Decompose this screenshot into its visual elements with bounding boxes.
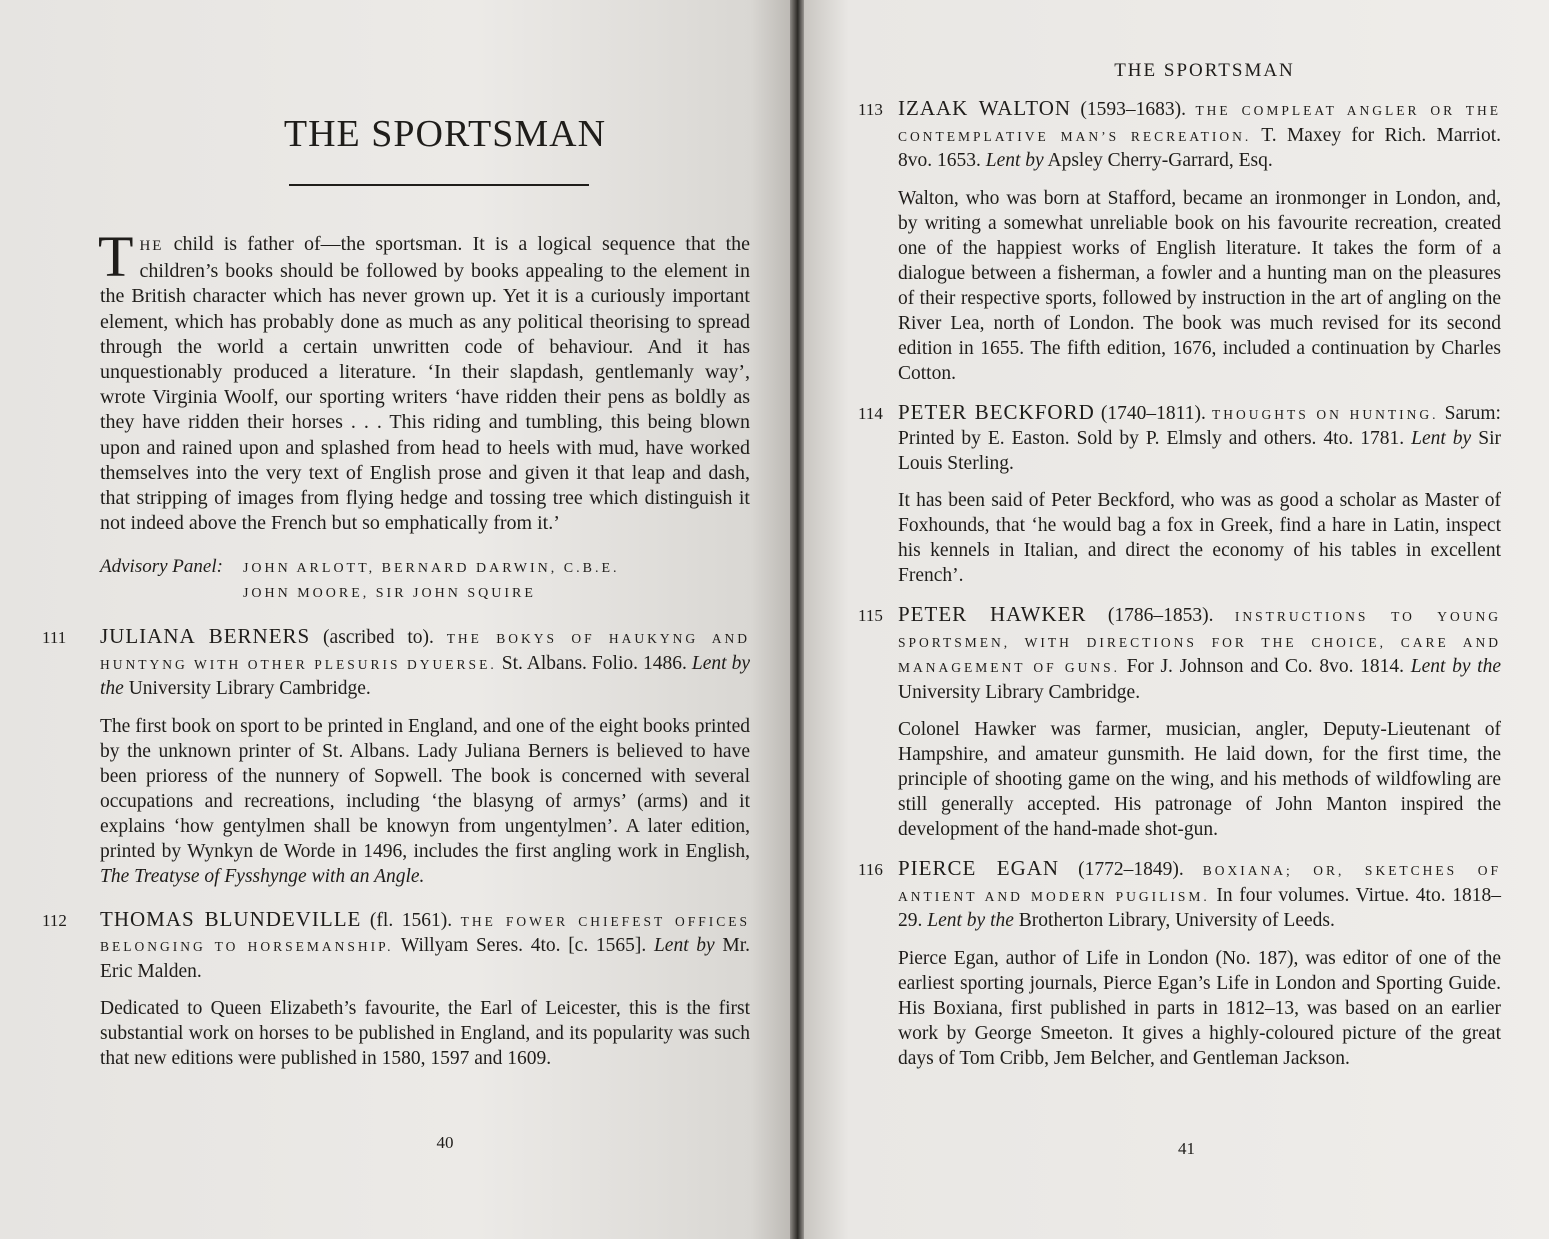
- entry-publication: In four volumes. Virtue. 4to. 1818–29.: [898, 884, 1501, 931]
- entry-title: BOXIANA; OR, SKETCHES OF ANTIENT AND MODERN PUGILISM.: [898, 863, 1501, 904]
- drop-cap: T: [98, 224, 134, 289]
- entry-title: THE COMPLEAT ANGLER OR THE CONTEMPLATIVE MAN’S RECREATION.: [898, 103, 1501, 144]
- entry-dates: (ascribed to).: [310, 627, 447, 649]
- catalogue-entry-114: [858, 399, 1501, 589]
- entry-number: 111: [42, 628, 67, 648]
- entry-author: THOMAS BLUNDEVILLE: [100, 906, 362, 931]
- catalogue-entry-112: [42, 906, 750, 1072]
- entry-number: 116: [858, 860, 883, 879]
- intro-paragraph: [98, 224, 750, 536]
- entry-number: 113: [858, 100, 883, 119]
- entry-publication: Willyam Seres. 4to. [c. 1565].: [393, 935, 654, 957]
- entry-publication: Sarum: Printed by E. Easton. Sold by P. Elmsly and others. 4to. 1781.: [898, 402, 1501, 449]
- entry-number: 112: [42, 910, 67, 930]
- advisory-panel: [100, 556, 750, 606]
- advisory-label: Advisory Panel:: [100, 556, 223, 578]
- entry-number: 115: [858, 606, 883, 625]
- catalogue-entry-113: [858, 96, 1501, 386]
- entry-description: [100, 714, 750, 889]
- catalogue-entry-115: [858, 602, 1501, 842]
- entry-heading: [100, 624, 750, 702]
- entry-author: IZAAK WALTON: [898, 96, 1072, 120]
- page-number-left: 40: [436, 1133, 454, 1152]
- entry-author: PIERCE EGAN: [898, 856, 1060, 880]
- book-gutter: [790, 0, 804, 1239]
- entry-dates: (1786–1853).: [1086, 605, 1235, 626]
- entry-title: INSTRUCTIONS TO YOUNG SPORTSMEN, WITH DIRECTIONS FOR THE CHOICE, CARE AND MANAGEMENT OF GUNS.: [898, 609, 1501, 675]
- running-head: THE SPORTSMAN: [1114, 60, 1295, 81]
- entry-number: 114: [858, 403, 883, 423]
- entry-dates: (1740–1811).: [1094, 402, 1212, 424]
- entry-lender: University Library Cambridge.: [123, 678, 371, 700]
- entry-title: THOUGHTS ON HUNTING.: [1212, 406, 1439, 422]
- entry-lent-by: Lent by the: [100, 652, 750, 700]
- entry-dates: (fl. 1561).: [361, 909, 461, 931]
- entry-publication: For J. Johnson and Co. 8vo. 1814.: [1120, 656, 1411, 677]
- entry-author: PETER HAWKER: [898, 602, 1087, 626]
- entry-description: Pierce Egan, author of Life in London (No. 187), was editor of one of the earliest sporting journals, Pierce Egan’s Life in London and Sporting Guide. His Boxiana, first published in parts in 1812–13, was based on an earlier work by George Smeeton. It gives a highly-coloured picture of the great days of Tom Cribb, Jem Belcher, and Gentleman Jackson.: [898, 947, 1501, 1069]
- entry-description: It has been said of Peter Beckford, who was as good a scholar as Master of Foxhounds, that ‘he would bag a fox in Greek, find a hare in Latin, inspect his kennels in Italian, and direct the economy of his tables in excellent French’.: [898, 490, 1501, 586]
- entry-author: PETER BECKFORD: [898, 399, 1095, 424]
- page-number-right: 41: [1178, 1139, 1195, 1158]
- entry-description: Dedicated to Queen Elizabeth’s favourite, the Earl of Leicester, this is the first substantial work on horses to be published in England, and its popularity was such that new editions were published in 1580, 1597 and 1609.: [100, 998, 750, 1070]
- entry-heading: [898, 96, 1501, 174]
- entry-lent-by: Lent by: [985, 150, 1044, 171]
- entry-dates: (1593–1683).: [1071, 99, 1196, 120]
- entry-lent-by: Lent by: [1411, 428, 1472, 449]
- entry-lent-by: Lent by the: [927, 910, 1014, 931]
- entry-lender: Apsley Cherry-Garrard, Esq.: [1043, 150, 1273, 171]
- intro-lead: HE: [139, 238, 164, 254]
- intro-text: child is father of—the sportsman. It is a logical sequence that the children’s books should be followed by books appealing to the element in the British character which has never grown up. Yet it is a curiously important element, which has probably done as much as any political theorising to spread through the world a certain unwritten code of behaviour. And it has unquestionably produced a literature. ‘In their slapdash, gentlemanly way’, wrote Virginia Woolf, our sporting writers ‘have ridden their pens as boldly as they have ridden their horses . . . This riding and tumbling, this being blown upon and rained upon and splashed from head to heels with mud, have worked themselves into the very text of English prose and given it that leap and dash, that stripping of images from flying hedge and tossing tree which distinguish it not indeed above the French but so emphatically from it.’: [100, 233, 750, 535]
- entry-publication: T. Maxey for Rich. Marriot. 8vo. 1653.: [898, 124, 1501, 171]
- right-entries: [848, 96, 1501, 1071]
- entry-lender: University Library Cambridge.: [898, 681, 1141, 703]
- entry-description: Colonel Hawker was farmer, musician, angler, Deputy-Lieutenant of Hampshire, and amateur gunsmith. He laid down, for the first time, the principle of shooting game on the wing, and his methods of wildfowling are still generally accepted. His patronage of John Manton inspired the development of the hand-made shot-gun.: [898, 719, 1501, 840]
- entry-body-text: The first book on sport to be printed in England, and one of the eight books printed by the unknown printer of St. Albans. Lady Juliana Berners is believed to have been prioress of the nunnery of Sopwell. The book is concerned with several occupations and recreations, including ‘the blasyng of armys’ (arms) and it explains ‘how gentylmen shall be knowyn from ungentylmen’. A later edition, printed by Wynkyn de Worde in 1496, includes the first angling work in English,: [100, 715, 750, 862]
- entry-title: THE BOKYS OF HAUKYNG AND HUNTYNG WITH OTHER PLESURIS DYUERSE.: [100, 631, 750, 672]
- advisory-line: JOHN ARLOTT, BERNARD DARWIN, C.B.E.: [242, 561, 620, 577]
- title-rule: [289, 184, 589, 186]
- advisory-names: [243, 556, 620, 606]
- entry-heading: [898, 400, 1501, 477]
- entry-lender: Sir Louis Sterling.: [898, 428, 1501, 474]
- entry-heading: [898, 602, 1501, 705]
- entry-author: JULIANA BERNERS: [100, 624, 311, 649]
- catalogue-entry-111: [42, 624, 750, 889]
- right-page: [804, 0, 1549, 1239]
- entry-publication: St. Albans. Folio. 1486.: [496, 652, 692, 674]
- catalogue-entry-116: [858, 856, 1501, 1071]
- advisory-line: JOHN MOORE, SIR JOHN SQUIRE: [242, 586, 536, 602]
- entry-lent-by: Lent by the: [1410, 656, 1501, 677]
- entry-dates: (1772–1849).: [1059, 859, 1203, 880]
- entry-description: Walton, who was born at Stafford, became an ironmonger in London, and, by writing a somewhat unreliable book on his favourite recreation, created one of the happiest works of English literature. It takes the form of a dialogue between a fisherman, a fowler and a hunting man on the pleasures of their respective sports, followed by instruction in the art of angling on the River Lea, north of London. The book was much revised for its second edition in 1655. The fifth edition, 1676, included a continuation by Charles Cotton.: [898, 187, 1501, 384]
- entry-title: THE FOWER CHIEFEST OFFICES BELONGING TO HORSEMANSHIP.: [100, 913, 750, 955]
- entry-heading: [100, 907, 750, 985]
- entry-lender: Brotherton Library, University of Leeds.: [1013, 910, 1335, 931]
- entry-lender: Mr. Eric Malden.: [100, 935, 750, 982]
- chapter-title: THE SPORTSMAN: [283, 113, 607, 155]
- entry-lent-by: Lent by: [653, 935, 715, 957]
- entry-heading: [898, 856, 1501, 934]
- entry-body-italic: The Treatyse of Fysshynge with an Angle.: [100, 865, 425, 887]
